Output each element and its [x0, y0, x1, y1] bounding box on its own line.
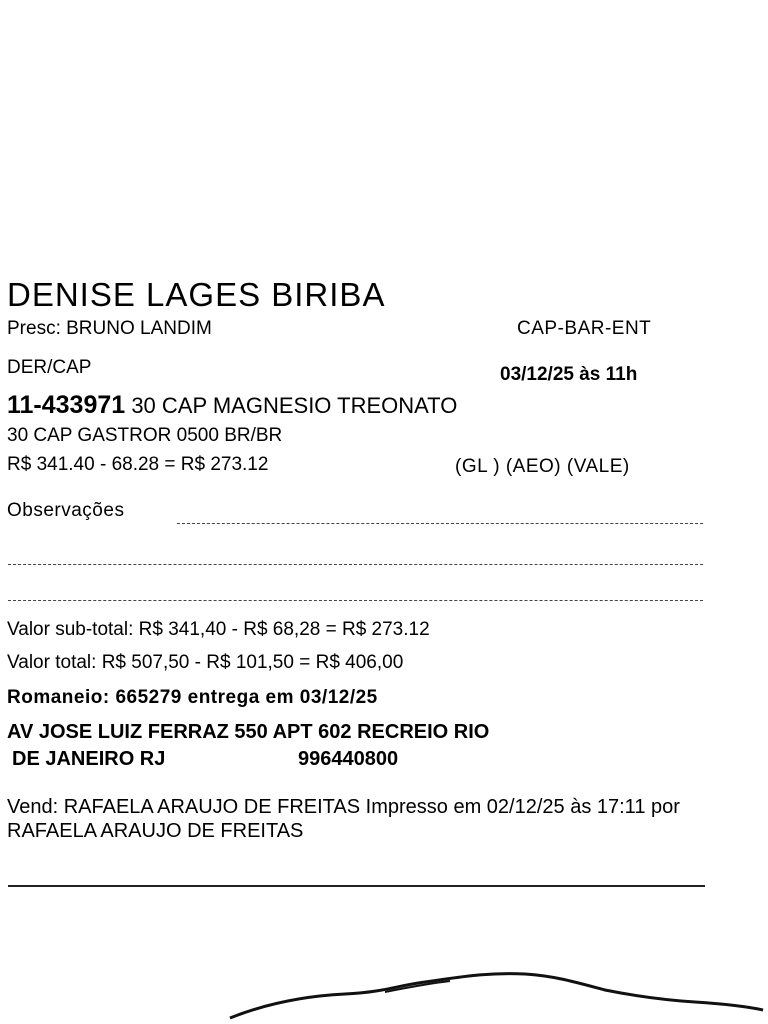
- summary-total: Valor total: R$ 507,50 - R$ 101,50 = R$ 406,00: [7, 652, 404, 673]
- delivery-address-line-1: AV JOSE LUIZ FERRAZ 550 APT 602 RECREIO RIO: [7, 721, 490, 743]
- order-line: [7, 391, 457, 420]
- observations-label: Observações: [7, 500, 125, 521]
- delivery-address-line-2: [12, 748, 399, 771]
- delivery-romaneio: Romaneio: 665279 entrega em 03/12/25: [7, 687, 378, 708]
- summary-subtotal: Valor sub-total: R$ 341,40 - R$ 68,28 = R$ 273.12: [7, 619, 430, 640]
- observations-rule-1: [177, 523, 703, 524]
- order-price-line: R$ 341.40 - 68.28 = R$ 273.12: [7, 454, 269, 475]
- order-tags: (GL ) (AEO) (VALE): [455, 456, 630, 477]
- prescriber-label: Presc: BRUNO LANDIM: [7, 318, 212, 339]
- order-item-1: 30 CAP MAGNESIO TREONATO: [131, 393, 458, 418]
- department-code: DER/CAP: [7, 357, 92, 378]
- observations-rule-3: [8, 600, 703, 601]
- footer-rule: [8, 885, 705, 887]
- patient-name: DENISE LAGES BIRIBA: [7, 276, 386, 313]
- prescriber-code: CAP-BAR-ENT: [517, 318, 652, 339]
- torn-edge-scribble: [225, 960, 765, 1024]
- delivery-city: DE JANEIRO RJ: [12, 748, 166, 770]
- order-code: 11-433971: [7, 391, 126, 419]
- schedule-date: 03/12/25 às 11h: [500, 364, 638, 385]
- vendor-print-info: Vend: RAFAELA ARAUJO DE FREITAS Impresso em 02/12/25 às 17:11 por RAFAELA ARAUJO DE FREITAS: [7, 796, 680, 842]
- delivery-phone: 996440800: [298, 748, 399, 770]
- observations-rule-2: [8, 564, 703, 565]
- order-item-2: 30 CAP GASTROR 0500 BR/BR: [7, 425, 283, 446]
